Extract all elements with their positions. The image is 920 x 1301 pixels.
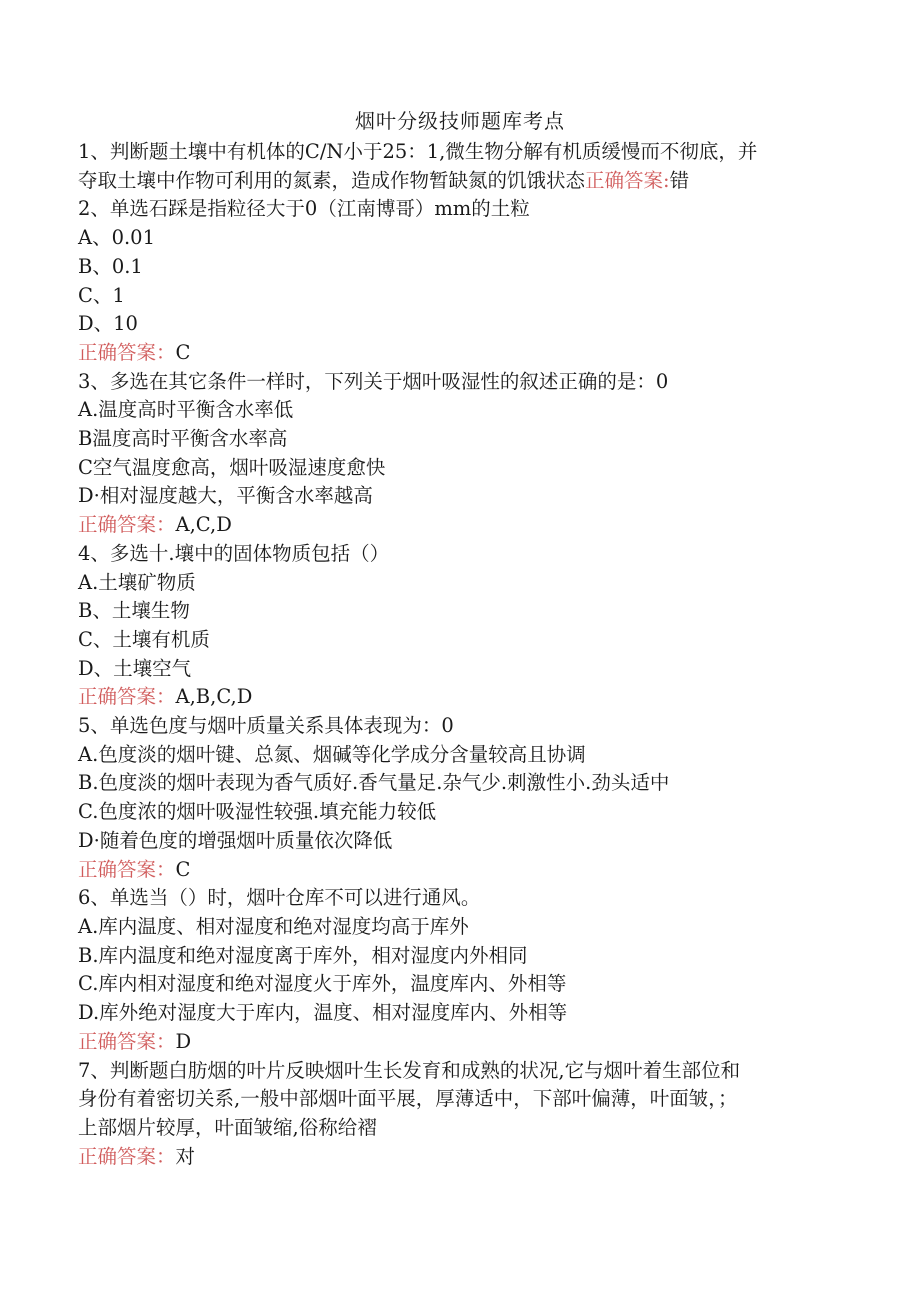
q3-answer: A,C,D bbox=[175, 513, 232, 537]
q6-answer-row bbox=[78, 1028, 823, 1057]
q2-option-c: C、1 bbox=[78, 283, 125, 307]
q2-option-a: A、0.01 bbox=[78, 226, 156, 250]
q3-stem: 3、多选在其它条件一样时，下列关于烟叶吸湿性的叙述正确的是：0 bbox=[78, 369, 669, 393]
q3-answer-label: 正确答案： bbox=[78, 513, 176, 537]
q4-answer-label: 正确答案： bbox=[78, 685, 176, 709]
q2-option-d: D、10 bbox=[78, 312, 138, 336]
q4-option-c: C、土壤有机质 bbox=[78, 627, 210, 651]
q6-option-d: D.库外绝对湿度大于库内，温度、相对湿度库内、外相等 bbox=[78, 1001, 568, 1025]
q5-answer: C bbox=[175, 857, 191, 881]
q4-stem: 4、多选十.壤中的固体物质包括（） bbox=[78, 541, 390, 565]
q5-answer-row bbox=[78, 856, 823, 885]
q6-option-b: B.库内温度和绝对湿度离于库外，相对湿度内外相同 bbox=[78, 943, 528, 967]
q7-answer-row bbox=[78, 1143, 823, 1172]
q6-option-a: A.库内温度、相对湿度和绝对湿度均高于库外 bbox=[78, 914, 469, 938]
q4-option-b: B、土壤生物 bbox=[78, 599, 190, 623]
q2-option-b: B、0.1 bbox=[78, 254, 143, 278]
q1-text: 夺取土壤中作物可利用的氮素，造成作物暂缺氮的饥饿状态 bbox=[78, 168, 586, 192]
q7-answer-label: 正确答案： bbox=[78, 1144, 176, 1168]
q2-answer-label: 正确答案： bbox=[78, 340, 176, 364]
q7-line-1: 7、判断题白肪烟的叶片反映烟叶生长发育和成熟的状况,它与烟叶着生部位和 bbox=[78, 1058, 741, 1082]
q7-line-2: 身份有着密切关系,一般中部烟叶面平展，厚薄适中，下部叶偏薄，叶面皱，； bbox=[78, 1087, 738, 1111]
q5-option-a: A.色度淡的烟叶键、总氮、烟碱等化学成分含量较高且协调 bbox=[78, 742, 586, 766]
document-title: 烟叶分级技师题库考点 bbox=[355, 109, 565, 133]
q7-line-3: 上部烟片较厚，叶面皱缩,俗称给褶 bbox=[78, 1115, 377, 1139]
q3-answer-row bbox=[78, 511, 823, 540]
q1-line-2 bbox=[78, 167, 823, 196]
q3-option-c: C空气温度愈高，烟叶吸湿速度愈快 bbox=[78, 455, 386, 479]
q3-option-d: D·相对湿度越大，平衡含水率越高 bbox=[78, 484, 373, 508]
question-list bbox=[78, 138, 823, 1171]
q3-option-a: A.温度高时平衡含水率低 bbox=[78, 398, 294, 422]
q5-answer-label: 正确答案： bbox=[78, 857, 176, 881]
q3-option-b: B温度高时平衡含水率高 bbox=[78, 427, 288, 451]
q4-answer-row bbox=[78, 683, 823, 712]
q6-stem: 6、单选当（）时，烟叶仓库不可以进行通风。 bbox=[78, 886, 481, 910]
q6-option-c: C.库内相对湿度和绝对湿度火于库外，温度库内、外相等 bbox=[78, 972, 567, 996]
q6-answer: D bbox=[175, 1029, 192, 1053]
q4-answer: A,B,C,D bbox=[175, 685, 253, 709]
q1-line-1: 1、判断题土壤中有机体的C/N小于25：1,微生物分解有机质缓慢而不彻底，并 bbox=[78, 140, 758, 163]
q5-stem: 5、单选色度与烟叶质量关系具体表现为：0 bbox=[78, 714, 454, 738]
q2-answer: C bbox=[175, 340, 191, 364]
q6-answer-label: 正确答案： bbox=[78, 1029, 176, 1053]
q4-option-a: A.土壤矿物质 bbox=[78, 570, 196, 594]
q2-answer-row bbox=[78, 339, 823, 368]
q5-option-b: B.色度淡的烟叶表现为香气质好.香气量足.杂气少.刺激性小.劲头适中 bbox=[78, 771, 670, 795]
q5-option-c: C.色度浓的烟叶吸湿性较强.填充能力较低 bbox=[78, 800, 437, 824]
q4-option-d: D、土壤空气 bbox=[78, 656, 192, 680]
q7-answer: 对 bbox=[175, 1144, 196, 1168]
q1-answer-label: 正确答案: bbox=[585, 168, 670, 192]
q1-answer: 错 bbox=[669, 168, 690, 192]
q5-option-d: D·随着色度的增强烟叶质量依次降低 bbox=[78, 828, 393, 852]
q2-stem: 2、单选石踩是指粒径大于0（江南博哥）mm的土粒 bbox=[78, 197, 530, 221]
